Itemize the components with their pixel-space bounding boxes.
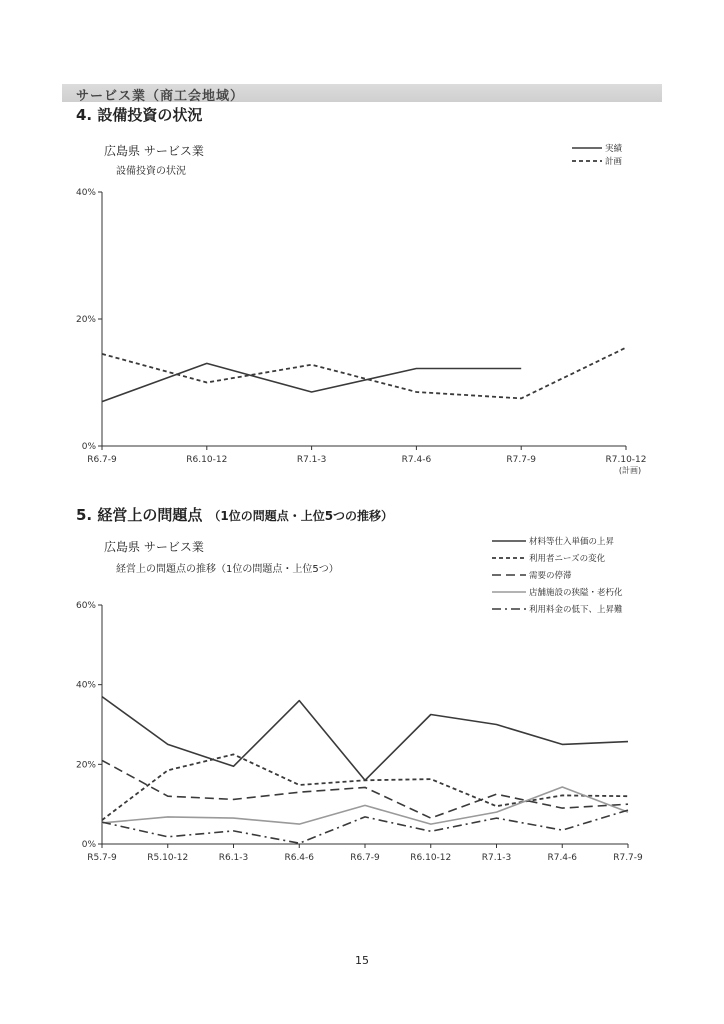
x-tick-label: R7.7-9 xyxy=(506,455,536,465)
legend-label-1: 材料等仕入単価の上昇 xyxy=(529,537,615,547)
section5-title-note: （1位の問題点・上位5つの推移） xyxy=(208,509,394,523)
x-tick-label: R7.4-6 xyxy=(401,455,432,465)
legend-label-2: 利用者ニーズの変化 xyxy=(529,554,606,564)
x-tick-label: R6.4-6 xyxy=(284,853,315,863)
page-number: 15 xyxy=(355,954,369,967)
legend-label-4: 店舗施設の狭隘・老朽化 xyxy=(529,588,623,598)
y-tick-label: 20% xyxy=(75,760,96,771)
series-line-1 xyxy=(102,697,628,781)
x-tick-label: R6.7-9 xyxy=(350,853,380,863)
legend-label-2: 計画 xyxy=(605,157,623,167)
x-tick-label: R6.1-3 xyxy=(218,853,249,863)
series-line-3 xyxy=(102,760,628,818)
chart1-subtitle: 設備投資の状況 xyxy=(116,166,186,177)
x-tick-label: R6.10-12 xyxy=(410,853,452,863)
series-line-5 xyxy=(102,810,628,843)
y-tick-label: 20% xyxy=(75,315,96,325)
chart1-title: 広島県 サービス業 xyxy=(104,144,204,158)
x-tick-note: (計画) xyxy=(618,466,642,475)
y-tick-label: 60% xyxy=(75,601,96,611)
x-tick-label: R7.4-6 xyxy=(547,853,578,863)
banner-text: サービス業（商工会地域） xyxy=(76,89,245,104)
x-tick-label: R6.10-12 xyxy=(186,455,228,465)
y-tick-label: 0% xyxy=(81,442,96,452)
y-tick-label: 40% xyxy=(75,188,96,198)
x-tick-label: R6.7-9 xyxy=(87,455,117,465)
y-tick-label: 40% xyxy=(75,680,96,691)
section4-title: 4. 設備投資の状況 xyxy=(76,106,203,124)
x-tick-label: R7.1-3 xyxy=(296,455,327,465)
legend-label-3: 需要の停滞 xyxy=(529,571,572,581)
y-tick-label: 0% xyxy=(81,840,96,850)
section5-title-main: 5. 経営上の問題点 xyxy=(76,506,203,524)
legend-label-1: 実績 xyxy=(605,144,623,154)
x-tick-label: R7.1-3 xyxy=(481,853,512,863)
x-tick-label: R7.7-9 xyxy=(613,853,643,863)
x-tick-label: R5.10-12 xyxy=(147,853,189,863)
chart2-subtitle: 経営上の問題点の推移（1位の問題点・上位5つ） xyxy=(116,564,339,575)
legend-label-5: 利用料金の低下、上昇難 xyxy=(529,605,623,615)
x-tick-label: R5.7-9 xyxy=(87,853,117,863)
x-tick-label: R7.10-12 xyxy=(605,455,647,465)
chart2-title: 広島県 サービス業 xyxy=(104,540,204,554)
